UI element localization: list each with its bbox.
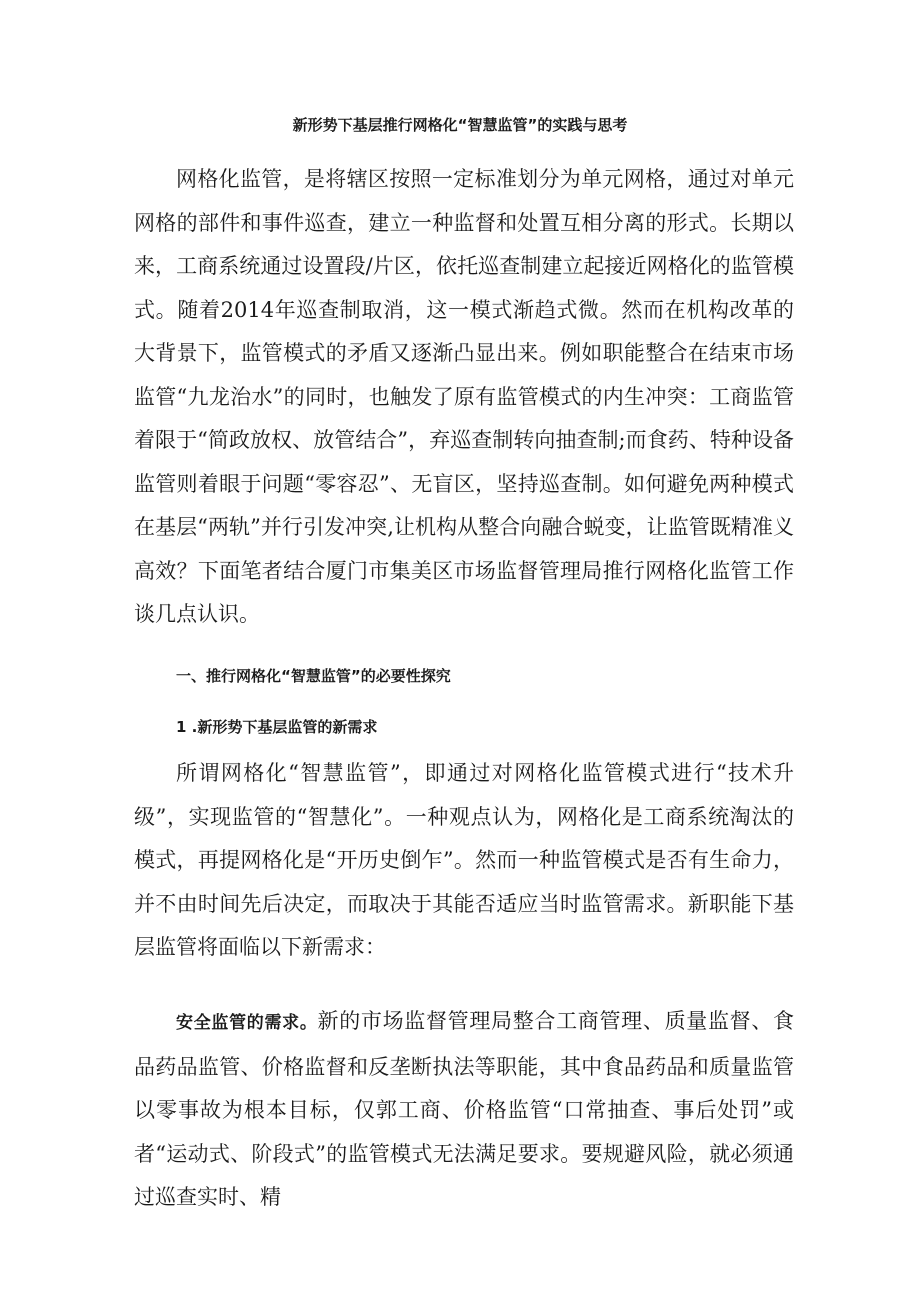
- paragraph-3: [134, 1000, 794, 1220]
- paragraph-3-lead: 安全监管的需求。: [176, 1013, 318, 1033]
- subsection-1-heading: 1 .新形势下基层监管的新需求: [176, 718, 378, 736]
- paragraph-3-body: 新的市场监督管理局整合工商管理、质量监督、食品药品监管、价格监督和反垄断执法等职能，其中食品药品和质量监管以零事故为根本目标，仅郭工商、价格监管“口常抽查、事后处罚”或者“运动式、阶段式”的监管模式无法满足要求。要规避风险，就必须通过巡查实时、精: [134, 1009, 795, 1209]
- intro-paragraph: 网格化监管，是将辖区按照一定标准划分为单元网格，通过对单元网格的部件和事件巡查，建立一种监督和处置互相分离的形式。长期以来，工商系统通过设置段/片区，依托巡查制建立起接近网格化的监管模式。随着2014年巡查制取消，这一模式渐趋式微。然而在机构改革的大背景下，监管模式的矛盾又逐渐凸显出来。例如职能整合在结束市场监管“九龙治水”的同时，也触发了原有监管模式的内生冲突：工商监管着限于“简政放权、放管结合”，弃巡查制转向抽查制;而食药、特种设备监管则着眼于问题“零容忍”、无盲区，坚持巡查制。如何避免两种模式在基层“两轨”并行引发冲突,让机构从整合向融合蜕变，让监管既精准义高效？下面笔者结合厦门市集美区市场监督管理局推行网格化监管工作谈几点认识。: [134, 167, 794, 626]
- section-1-heading: 一、推行网格化“智慧监管”的必要性探究: [176, 667, 451, 685]
- paragraph-2: 所谓网格化“智慧监管”，即通过对网格化监管模式进行“技术升级”，实现监管的“智慧化”。一种观点认为，网格化是工商系统淘汰的模式，再提网格化是“开历史倒乍”。然而一种监管模式是否有生命力，并不由时间先后决定，而取决于其能否适应当时监管需求。新职能下基层监管将面临以下新需求：: [134, 761, 794, 959]
- document-title: 新形势下基层推行网格化“智慧监管”的实践与思考: [292, 116, 628, 134]
